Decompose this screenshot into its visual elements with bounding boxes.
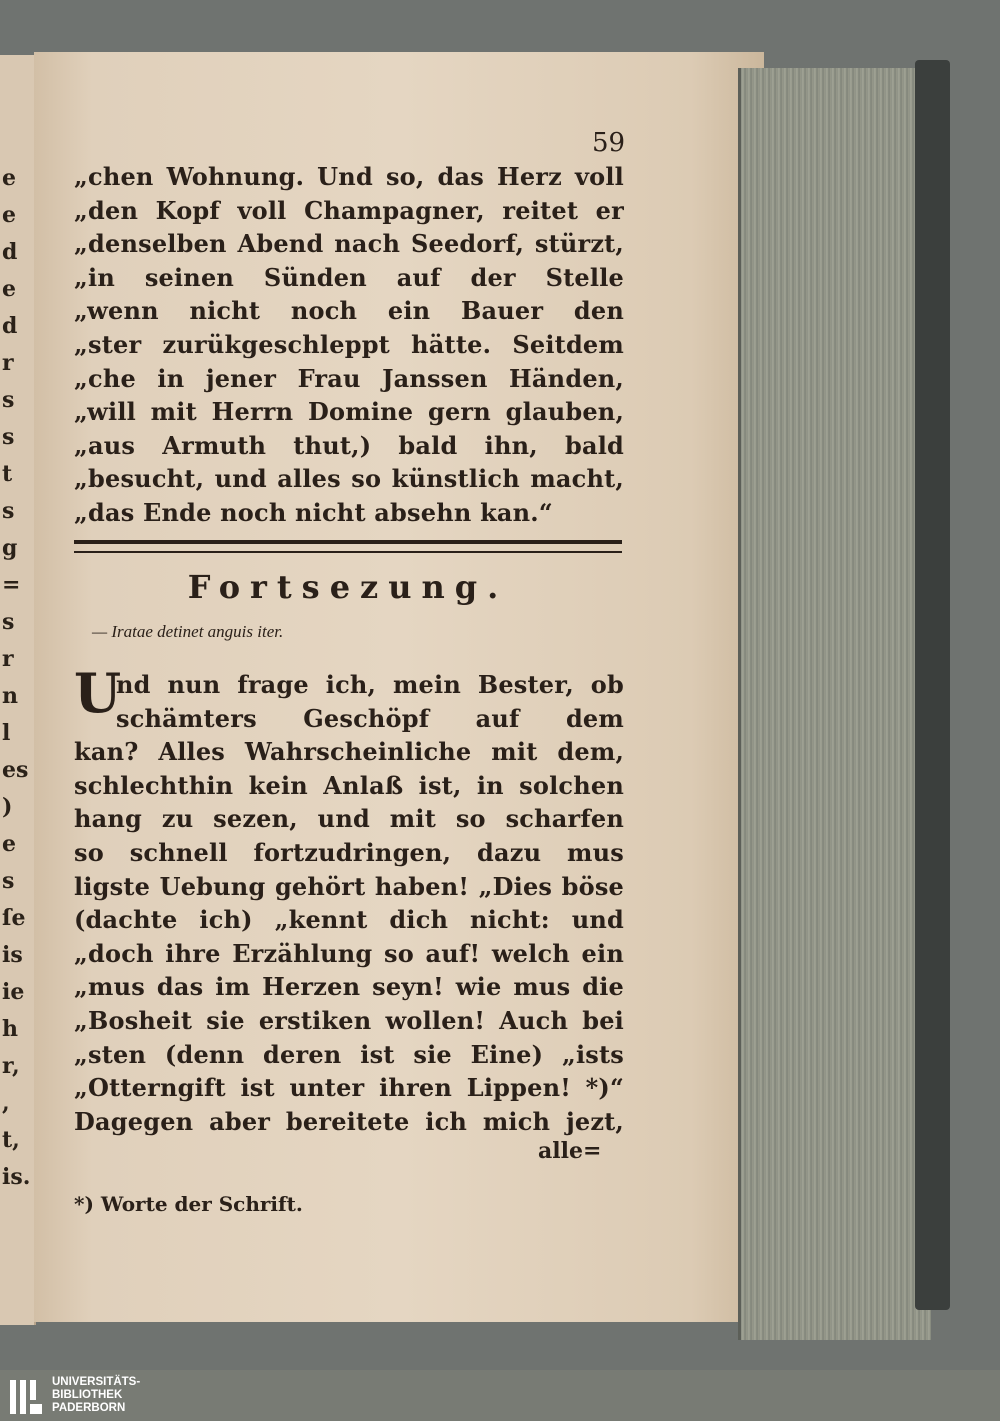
library-name-line3: PADERBORN — [52, 1402, 126, 1414]
text-line: „den Kopf voll Champagner, reitet er — [74, 195, 624, 225]
left-page-glyph: is. — [2, 1164, 31, 1190]
page-fore-edge — [738, 68, 931, 1340]
body-text-line: schämters Geschöpf auf dem — [116, 703, 624, 733]
left-page-glyph: r — [2, 350, 14, 376]
body-text-line: ligste Uebung gehört haben! „Dies böse — [74, 871, 624, 901]
left-page-glyph: s — [2, 498, 15, 524]
catchword: alle= — [538, 1138, 602, 1164]
body-text-line: nd nun frage ich, mein Bester, ob — [116, 670, 624, 699]
left-page-glyph: ſe — [2, 905, 26, 931]
left-page-glyph: s — [2, 868, 15, 894]
left-page-glyph: is — [2, 942, 23, 968]
library-footer-bar — [0, 1370, 1000, 1421]
left-page-glyph: h — [2, 1016, 18, 1042]
text-line: „will mit Herrn Domine gern glauben, — [74, 397, 624, 427]
text-line: „denselben Abend nach Seedorf, stürzt, — [74, 229, 624, 259]
left-page-glyph: l — [2, 720, 11, 746]
text-line: „wenn nicht noch ein Bauer den — [74, 296, 624, 326]
left-page-glyph: ) — [2, 794, 13, 820]
text-line: „besucht, und alles so künstlich macht, — [74, 464, 624, 494]
body-text-line: „Bosheit sie erstiken wollen! Auch bei — [74, 1005, 624, 1035]
library-logo-icon — [8, 1378, 44, 1416]
left-page-glyph: , — [2, 1090, 10, 1116]
section-heading: Fortsezung. — [187, 568, 509, 606]
left-page-edge — [0, 55, 36, 1325]
left-page-glyph: g — [2, 535, 18, 561]
library-name-line1: UNIVERSITÄTS- — [52, 1376, 141, 1388]
body-text-line: kan? Alles Wahrscheinliche mit dem, — [74, 737, 624, 767]
text-line: „chen Wohnung. Und so, das Herz voll — [74, 162, 624, 191]
body-text-line: hang zu sezen, und mit so scharfen — [74, 804, 624, 834]
left-page-glyph: t, — [2, 1127, 20, 1153]
left-page-glyph: r, — [2, 1053, 20, 1079]
left-page-glyph: e — [2, 276, 16, 302]
text-line: „che in jener Frau Janssen Händen, — [74, 363, 624, 393]
body-text-line: „sten (denn deren ist sie Eine) „ists — [74, 1039, 624, 1069]
left-page-glyph: ie — [2, 979, 25, 1005]
left-page-glyph: e — [2, 202, 16, 228]
left-page-glyph: s — [2, 609, 15, 635]
upper-text-block — [74, 160, 624, 530]
left-page-glyph: d — [2, 239, 18, 265]
left-page-glyph: n — [2, 683, 18, 709]
left-page-glyph: r — [2, 646, 14, 672]
left-page-glyph: s — [2, 387, 15, 413]
body-text-line: Dagegen aber bereitete ich mich jezt, — [74, 1106, 624, 1136]
left-page-glyph: = — [2, 572, 21, 598]
left-page-glyph: e — [2, 165, 16, 191]
body-text-line: „Otterngift ist unter ihren Lippen! *)“ — [74, 1073, 624, 1103]
page-number: 59 — [592, 128, 626, 158]
book-cover-edge — [915, 60, 950, 1310]
footnote: *) Worte der Schrift. — [74, 1192, 303, 1216]
body-text-line: schlechthin kein Anlaß ist, in solchen — [74, 770, 624, 800]
text-line: „aus Armuth thut,) bald ihn, bald — [74, 430, 624, 460]
left-page-glyph: es — [2, 757, 29, 783]
drop-cap: U — [74, 661, 122, 725]
left-page-glyph: t — [2, 461, 13, 487]
library-name — [52, 1376, 140, 1415]
body-text-block — [74, 661, 624, 1138]
body-text-line: so schnell fortzudringen, dazu mus — [74, 837, 624, 867]
library-name-line2: BIBLIOTHEK — [52, 1389, 123, 1401]
text-line: „ster zurükgeschleppt hätte. Seitdem — [74, 329, 624, 359]
left-page-glyph: s — [2, 424, 15, 450]
left-page-glyph: e — [2, 831, 16, 857]
section-motto: — Iratae detinet anguis iter. — [92, 622, 284, 641]
left-page-glyph: d — [2, 313, 18, 339]
body-text-line: (dachte ich) „kennt dich nicht: und — [74, 905, 624, 935]
body-text-line: „doch ihre Erzählung so auf! welch ein — [74, 938, 624, 968]
text-line: „in seinen Sünden auf der Stelle — [74, 262, 624, 292]
section-divider — [74, 540, 622, 553]
body-text-line: „mus das im Herzen seyn! wie mus die — [74, 972, 624, 1002]
text-line: „das Ende noch nicht absehn kan.“ — [74, 497, 553, 527]
